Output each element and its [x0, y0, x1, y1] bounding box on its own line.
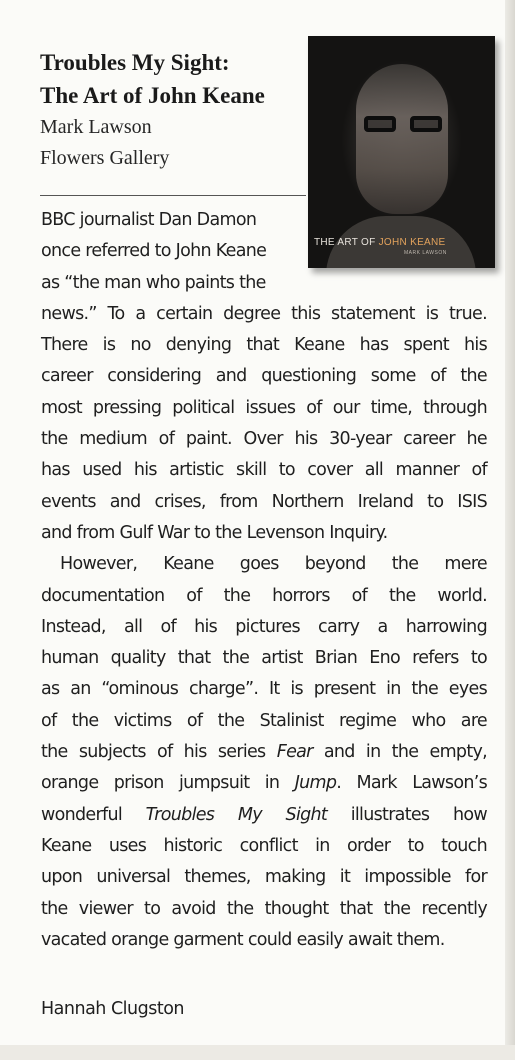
body-line: of the victims of the Stalinist regime who are [41, 710, 487, 731]
cover-title-name: JOHN KEANE [378, 237, 446, 248]
cover-portrait [356, 64, 448, 214]
cover-glasses [364, 116, 442, 132]
review-title-line-2: The Art of John Keane [40, 83, 265, 108]
body-line: upon universal themes, making it impossible for [41, 867, 487, 888]
body-line: news.” To a certain degree this statement is true. [41, 303, 487, 324]
body-line: and from Gulf War to the Levenson Inquiry. [41, 522, 388, 543]
body-line: has used his artistic skill to cover all manner of [41, 460, 487, 481]
body-text-run: . Mark Lawson’s [336, 773, 487, 794]
review-author: Mark Lawson [40, 116, 152, 138]
body-line: vacated orange garment could easily await them. [41, 929, 445, 950]
body-line: However, Keane goes beyond the mere [60, 554, 487, 575]
body-text-run: orange prison jumpsuit in [41, 773, 295, 794]
header-divider [40, 195, 306, 196]
body-line: BBC journalist Dan Damon [41, 210, 257, 230]
body-text-run: wonderful [41, 804, 146, 825]
body-line: Keane uses historic conflict in order to touch [41, 835, 487, 856]
body-line: events and crises, from Northern Ireland to ISIS [41, 491, 487, 512]
body-line: human quality that the artist Brian Eno refers to [41, 648, 487, 669]
body-text-run: the subjects of his series [41, 742, 277, 763]
body-line: There is no denying that Keane has spent his [41, 335, 487, 356]
italic-title-book: Troubles My Sight [145, 804, 328, 825]
body-line: as an “ominous charge”. It is present in the eyes [41, 679, 487, 700]
body-text-run: illustrates how [327, 804, 488, 825]
italic-title-jump: Jump [294, 773, 337, 794]
body-line: the medium of paint. Over his 30-year career he [41, 429, 487, 450]
review-publisher: Flowers Gallery [40, 147, 170, 169]
body-line: career considering and questioning some of the [41, 366, 487, 387]
cover-author: MARK LAWSON [404, 250, 447, 256]
page-edge-bottom [0, 1045, 515, 1060]
body-line [41, 768, 487, 799]
body-line: as “the man who paints the [41, 272, 266, 293]
body-line: once referred to John Keane [41, 241, 267, 262]
body-line [41, 800, 487, 831]
body-line: most pressing political issues of our time, through [41, 397, 487, 418]
italic-title-fear: Fear [276, 742, 313, 763]
review-header [40, 46, 310, 174]
body-text-run: and in the empty, [312, 742, 488, 763]
body-line: the viewer to avoid the thought that the recently [41, 898, 487, 919]
reviewer-name: Hannah Clugston [41, 999, 185, 1019]
body-line [41, 737, 487, 768]
review-title-line-1: Troubles My Sight: [40, 50, 230, 75]
body-line: Instead, all of his pictures carry a harrowing [41, 616, 487, 637]
body-line: documentation of the horrors of the world. [41, 585, 487, 606]
page-edge-right [505, 0, 515, 1060]
cover-title-prefix: THE ART OF [314, 237, 379, 248]
review-body [41, 205, 487, 956]
